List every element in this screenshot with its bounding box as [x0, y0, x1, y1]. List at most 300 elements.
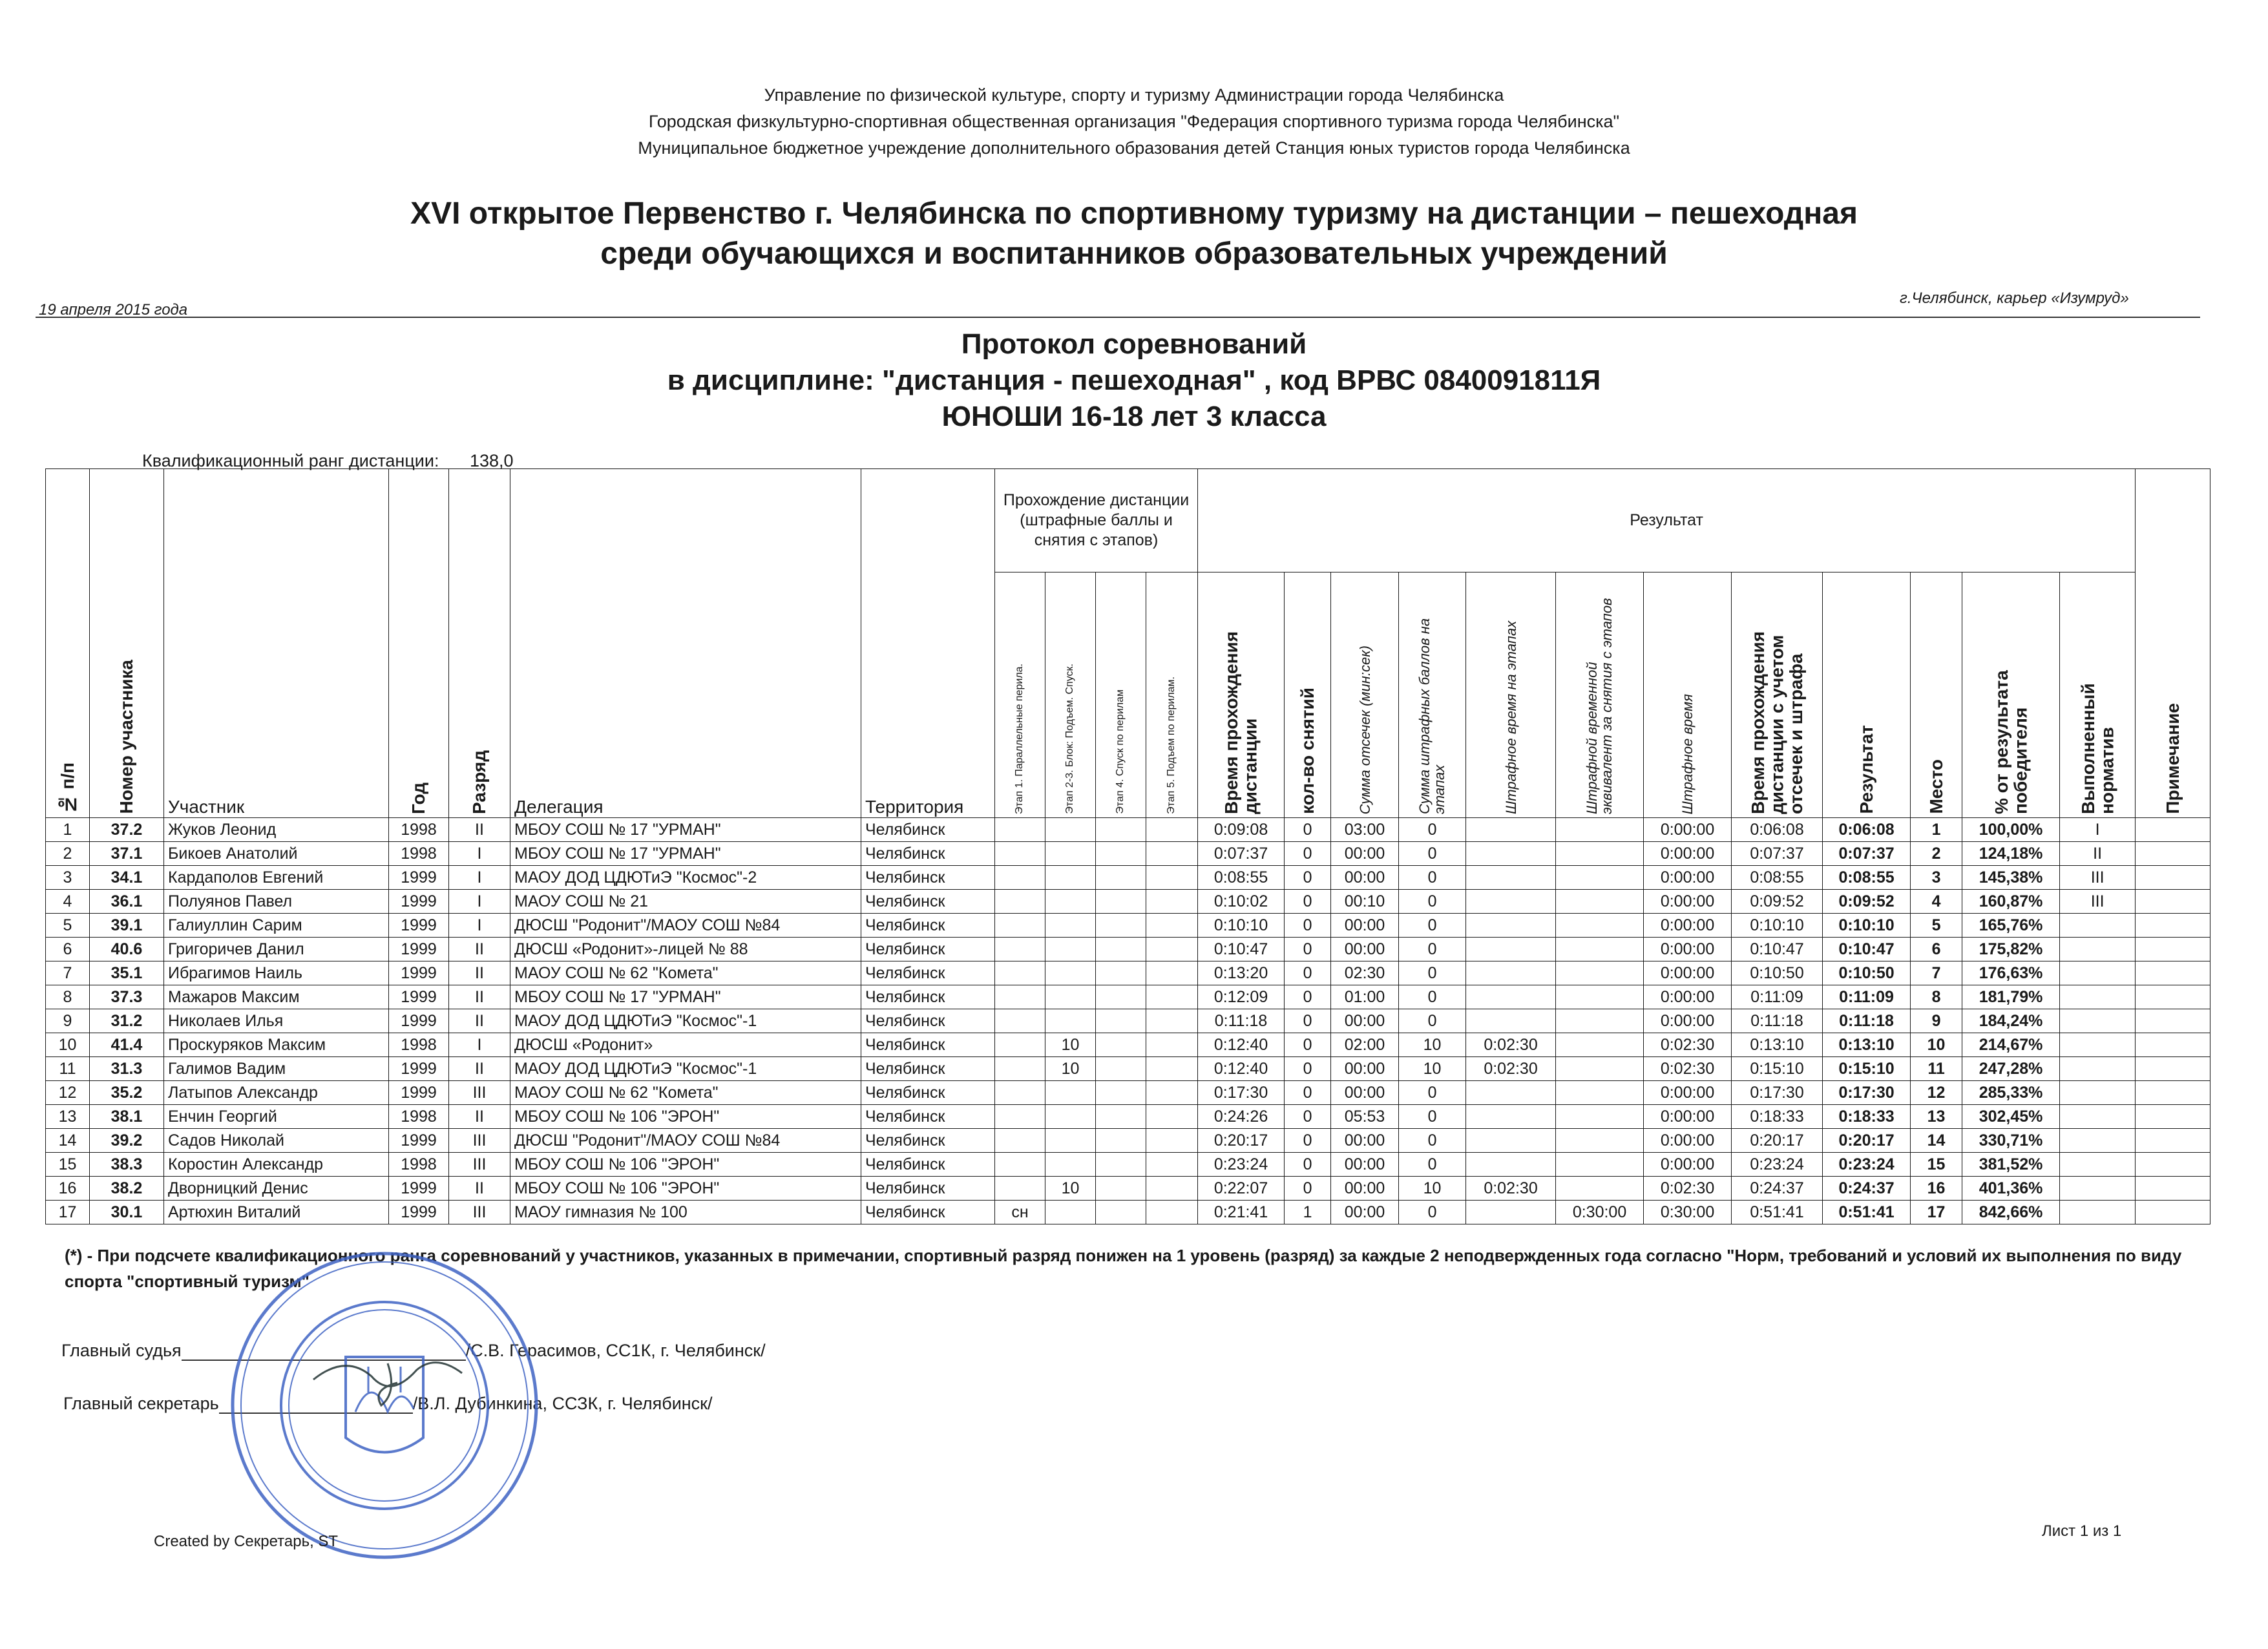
cell-res: 0:24:37	[1823, 1177, 1911, 1201]
cell-norm: III	[2060, 866, 2136, 890]
cell-tadj: 0:51:41	[1732, 1201, 1823, 1224]
cell-year: 1999	[389, 1009, 449, 1033]
cell-year: 1998	[389, 1033, 449, 1057]
cell-s5	[1146, 818, 1198, 842]
cell-cut: 03:00	[1331, 818, 1399, 842]
cell-rem: 0	[1285, 866, 1331, 890]
cell-pts: 0:02:30	[1466, 1033, 1556, 1057]
cell-place: 14	[1911, 1129, 1962, 1153]
cell-s5	[1146, 914, 1198, 938]
col-penalty-time: Штрафное время	[1644, 572, 1732, 818]
cell-tadj: 0:24:37	[1732, 1177, 1823, 1201]
cell-res: 0:13:10	[1823, 1033, 1911, 1057]
cell-tadj: 0:17:30	[1732, 1081, 1823, 1105]
cell-cut: 00:00	[1331, 1201, 1399, 1224]
cell-s1	[995, 985, 1045, 1009]
cell-cut: 00:00	[1331, 1153, 1399, 1177]
cell-norm	[2060, 1153, 2136, 1177]
cell-pen: 10	[1399, 1177, 1466, 1201]
cell-res: 0:10:47	[1823, 938, 1911, 961]
cell-year: 1999	[389, 1177, 449, 1201]
col-name: Участник	[164, 469, 389, 818]
cell-pts	[1466, 1201, 1556, 1224]
cell-ptime: 0:02:30	[1644, 1033, 1732, 1057]
cell-bib: 31.3	[90, 1057, 164, 1081]
cell-pct: 285,33%	[1962, 1081, 2060, 1105]
cell-n: 2	[46, 842, 90, 866]
cell-bib: 38.1	[90, 1105, 164, 1129]
cell-year: 1999	[389, 890, 449, 914]
cell-grade: I	[449, 1033, 510, 1057]
cell-peq	[1556, 1033, 1644, 1057]
cell-rem: 0	[1285, 1057, 1331, 1081]
cell-s1	[995, 818, 1045, 842]
event-date: 19 апреля 2015 года	[39, 301, 188, 319]
cell-norm	[2060, 961, 2136, 985]
cell-peq	[1556, 938, 1644, 961]
cell-terr: Челябинск	[861, 1009, 995, 1033]
cell-tadj: 0:11:18	[1732, 1009, 1823, 1033]
cell-grade: I	[449, 866, 510, 890]
cell-res: 0:51:41	[1823, 1201, 1911, 1224]
cell-s23	[1045, 1201, 1096, 1224]
cell-tadj: 0:18:33	[1732, 1105, 1823, 1129]
cell-ptime: 0:00:00	[1644, 842, 1732, 866]
cell-time: 0:10:02	[1198, 890, 1285, 914]
cell-s4	[1096, 818, 1146, 842]
cell-s5	[1146, 1129, 1198, 1153]
cell-grade: II	[449, 1009, 510, 1033]
cell-tadj: 0:09:52	[1732, 890, 1823, 914]
cell-cut: 00:00	[1331, 1177, 1399, 1201]
cell-res: 0:06:08	[1823, 818, 1911, 842]
cell-s4	[1096, 866, 1146, 890]
cell-grade: III	[449, 1201, 510, 1224]
cell-res: 0:17:30	[1823, 1081, 1911, 1105]
cell-n: 12	[46, 1081, 90, 1105]
cell-year: 1998	[389, 1153, 449, 1177]
protocol-discipline: в дисциплине: "дистанция - пешеходная" , код ВРВС 0840091811Я	[667, 364, 1601, 396]
cell-place: 17	[1911, 1201, 1962, 1224]
cell-ptime: 0:00:00	[1644, 866, 1732, 890]
cell-note	[2136, 1201, 2210, 1224]
cell-norm	[2060, 1201, 2136, 1224]
cell-time: 0:23:24	[1198, 1153, 1285, 1177]
col-stage23: Этап 2-3. Блок: Подъем. Спуск.	[1045, 572, 1096, 818]
cell-place: 6	[1911, 938, 1962, 961]
cell-s1	[995, 961, 1045, 985]
cell-tadj: 0:20:17	[1732, 1129, 1823, 1153]
cell-note	[2136, 1081, 2210, 1105]
cell-s5	[1146, 1081, 1198, 1105]
cell-norm	[2060, 1129, 2136, 1153]
cell-del: МАОУ СОШ № 62 "Комета"	[510, 1081, 861, 1105]
cell-pts	[1466, 985, 1556, 1009]
cell-peq: 0:30:00	[1556, 1201, 1644, 1224]
cell-s4	[1096, 985, 1146, 1009]
cell-norm	[2060, 985, 2136, 1009]
cell-time: 0:07:37	[1198, 842, 1285, 866]
cell-rem: 0	[1285, 1177, 1331, 1201]
cell-n: 6	[46, 938, 90, 961]
cell-tadj: 0:10:50	[1732, 961, 1823, 985]
cell-norm	[2060, 1033, 2136, 1057]
cell-terr: Челябинск	[861, 914, 995, 938]
cell-del: МАОУ СОШ № 62 "Комета"	[510, 961, 861, 985]
cell-bib: 35.1	[90, 961, 164, 985]
cell-cut: 00:00	[1331, 1129, 1399, 1153]
cell-peq	[1556, 866, 1644, 890]
cell-bib: 35.2	[90, 1081, 164, 1105]
cell-peq	[1556, 985, 1644, 1009]
cell-bib: 37.2	[90, 818, 164, 842]
cell-grade: I	[449, 914, 510, 938]
cell-pen: 0	[1399, 866, 1466, 890]
col-time: Время прохождения дистанции	[1198, 572, 1285, 818]
cell-pts: 0:02:30	[1466, 1057, 1556, 1081]
cell-grade: II	[449, 961, 510, 985]
cell-peq	[1556, 914, 1644, 938]
cell-s5	[1146, 1009, 1198, 1033]
cell-s23: 10	[1045, 1057, 1096, 1081]
cell-pen: 0	[1399, 961, 1466, 985]
cell-note	[2136, 866, 2210, 890]
cell-bib: 40.6	[90, 938, 164, 961]
official-stamp-icon	[223, 1244, 546, 1567]
cell-name: Галимов Вадим	[164, 1057, 389, 1081]
col-stage1: Этап 1. Параллельные перила.	[995, 572, 1045, 818]
cell-del: ДЮСШ «Родонит»-лицей № 88	[510, 938, 861, 961]
cell-rem: 0	[1285, 985, 1331, 1009]
cell-name: Артюхин Виталий	[164, 1201, 389, 1224]
event-title-line-1: XVI открытое Первенство г. Челябинска по спортивному туризму на дистанции – пешеходная	[410, 196, 1858, 231]
cell-pct: 184,24%	[1962, 1009, 2060, 1033]
event-place: г.Челябинск, карьер «Изумруд»	[1900, 289, 2129, 307]
cell-ptime: 0:00:00	[1644, 1129, 1732, 1153]
cell-s5	[1146, 961, 1198, 985]
cell-pen: 0	[1399, 1105, 1466, 1129]
cell-n: 11	[46, 1057, 90, 1081]
cell-ptime: 0:00:00	[1644, 890, 1732, 914]
cell-tadj: 0:06:08	[1732, 818, 1823, 842]
cell-place: 12	[1911, 1081, 1962, 1105]
cell-pts	[1466, 1105, 1556, 1129]
cell-bib: 39.2	[90, 1129, 164, 1153]
cell-s1	[995, 1153, 1045, 1177]
cell-grade: III	[449, 1081, 510, 1105]
cell-pct: 165,76%	[1962, 914, 2060, 938]
cell-n: 14	[46, 1129, 90, 1153]
cell-tadj: 0:23:24	[1732, 1153, 1823, 1177]
footnote: (*) - При подсчете квалификационного ранга соревнований у участников, указанных в примечании, спортивный разряд понижен на 1 уровень (разряд) за каждые 2 неподвержденных года согласно "Норм, требований и условий их выполнения по виду спорта "спортивный туризм"	[65, 1246, 2182, 1291]
cell-pct: 247,28%	[1962, 1057, 2060, 1081]
cell-year: 1999	[389, 866, 449, 890]
cell-ptime: 0:00:00	[1644, 938, 1732, 961]
cell-tadj: 0:10:47	[1732, 938, 1823, 961]
cell-cut: 02:30	[1331, 961, 1399, 985]
cell-peq	[1556, 842, 1644, 866]
cell-rem: 0	[1285, 1105, 1331, 1129]
cell-s1	[995, 1129, 1045, 1153]
cell-s1	[995, 1105, 1045, 1129]
col-pct: % от результата победителя	[1962, 572, 2060, 818]
cell-del: МАОУ ДОД ЦДЮТиЭ "Космос"-2	[510, 866, 861, 890]
cell-year: 1999	[389, 961, 449, 985]
col-time-adjusted: Время прохождения дистанции с учетом отсечек и штрафа	[1732, 572, 1823, 818]
cell-rem: 0	[1285, 1153, 1331, 1177]
cell-s4	[1096, 1033, 1146, 1057]
cell-n: 5	[46, 914, 90, 938]
cell-pen: 0	[1399, 818, 1466, 842]
cell-year: 1999	[389, 1081, 449, 1105]
cell-peq	[1556, 818, 1644, 842]
cell-note	[2136, 1129, 2210, 1153]
cell-ptime: 0:00:00	[1644, 985, 1732, 1009]
cell-place: 7	[1911, 961, 1962, 985]
cell-pct: 842,66%	[1962, 1201, 2060, 1224]
cell-place: 2	[1911, 842, 1962, 866]
cell-norm	[2060, 1177, 2136, 1201]
cell-rem: 0	[1285, 961, 1331, 985]
cell-res: 0:20:17	[1823, 1129, 1911, 1153]
cell-s1	[995, 1177, 1045, 1201]
cell-norm	[2060, 1105, 2136, 1129]
cell-rem: 1	[1285, 1201, 1331, 1224]
secretary-name: /В.Л. Дубинкина, ССЗК, г. Челябинск/	[412, 1394, 713, 1413]
cell-rem: 0	[1285, 842, 1331, 866]
col-num: № п/п	[46, 469, 90, 818]
cell-place: 5	[1911, 914, 1962, 938]
cell-terr: Челябинск	[861, 961, 995, 985]
org-line-2: Городская физкультурно-спортивная общественная организация "Федерация спортивного туризма города Челябинска"	[648, 112, 1620, 131]
cell-note	[2136, 985, 2210, 1009]
cell-pen: 0	[1399, 1129, 1466, 1153]
cell-pct: 176,63%	[1962, 961, 2060, 985]
cell-cut: 00:00	[1331, 938, 1399, 961]
cell-rem: 0	[1285, 1081, 1331, 1105]
col-delegation: Делегация	[510, 469, 861, 818]
cell-pct: 100,00%	[1962, 818, 2060, 842]
cell-del: МБОУ СОШ № 106 "ЭРОН"	[510, 1153, 861, 1177]
cell-pct: 145,38%	[1962, 866, 2060, 890]
cell-s1	[995, 1033, 1045, 1057]
cell-terr: Челябинск	[861, 1081, 995, 1105]
cell-res: 0:10:10	[1823, 914, 1911, 938]
cell-cut: 00:00	[1331, 1057, 1399, 1081]
cell-rem: 0	[1285, 1033, 1331, 1057]
cell-name: Полуянов Павел	[164, 890, 389, 914]
cell-pen: 0	[1399, 1081, 1466, 1105]
cell-s1: сн	[995, 1201, 1045, 1224]
cell-s23: 10	[1045, 1033, 1096, 1057]
cell-terr: Челябинск	[861, 1129, 995, 1153]
cell-cut: 00:10	[1331, 890, 1399, 914]
cell-pts	[1466, 818, 1556, 842]
table-row	[46, 890, 2210, 914]
table-row	[46, 1057, 2210, 1081]
cell-del: МАОУ гимназия № 100	[510, 1201, 861, 1224]
cell-bib: 37.1	[90, 842, 164, 866]
cell-s5	[1146, 1057, 1198, 1081]
table-row	[46, 1009, 2210, 1033]
cell-terr: Челябинск	[861, 938, 995, 961]
col-bib: Номер участника	[90, 469, 164, 818]
cell-terr: Челябинск	[861, 1177, 995, 1201]
cell-place: 15	[1911, 1153, 1962, 1177]
cell-s23	[1045, 1009, 1096, 1033]
cell-pct: 401,36%	[1962, 1177, 2060, 1201]
col-norm: Выполненный норматив	[2060, 572, 2136, 818]
cell-pts	[1466, 961, 1556, 985]
cell-ptime: 0:00:00	[1644, 1105, 1732, 1129]
col-grade: Разряд	[449, 469, 510, 818]
org-line-3: Муниципальное бюджетное учреждение дополнительного образования детей Станция юных туристов города Челябинска	[638, 138, 1630, 158]
cell-del: МАОУ СОШ № 21	[510, 890, 861, 914]
cell-pen: 0	[1399, 938, 1466, 961]
cell-cut: 00:00	[1331, 914, 1399, 938]
cell-terr: Челябинск	[861, 985, 995, 1009]
cell-time: 0:11:18	[1198, 1009, 1285, 1033]
cell-s5	[1146, 938, 1198, 961]
cell-peq	[1556, 1153, 1644, 1177]
cell-norm	[2060, 1057, 2136, 1081]
cell-bib: 30.1	[90, 1201, 164, 1224]
cell-name: Ибрагимов Наиль	[164, 961, 389, 985]
cell-pen: 0	[1399, 1201, 1466, 1224]
cell-s1	[995, 890, 1045, 914]
cell-ptime: 0:02:30	[1644, 1057, 1732, 1081]
cell-s5	[1146, 866, 1198, 890]
cell-place: 16	[1911, 1177, 1962, 1201]
event-title-line-2: среди обучающихся и воспитанников образовательных учреждений	[600, 236, 1668, 271]
table-row	[46, 961, 2210, 985]
cell-peq	[1556, 890, 1644, 914]
cell-year: 1999	[389, 938, 449, 961]
cell-ptime: 0:00:00	[1644, 1081, 1732, 1105]
cell-rem: 0	[1285, 1009, 1331, 1033]
protocol-title: Протокол соревнований	[961, 328, 1307, 360]
cell-s1	[995, 866, 1045, 890]
cell-res: 0:07:37	[1823, 842, 1911, 866]
cell-bib: 36.1	[90, 890, 164, 914]
cell-del: ДЮСШ «Родонит»	[510, 1033, 861, 1057]
cell-s23	[1045, 1081, 1096, 1105]
cell-name: Мажаров Максим	[164, 985, 389, 1009]
cell-norm	[2060, 1009, 2136, 1033]
cell-cut: 00:00	[1331, 1081, 1399, 1105]
cell-n: 7	[46, 961, 90, 985]
cell-note	[2136, 1177, 2210, 1201]
cell-terr: Челябинск	[861, 1201, 995, 1224]
cell-pts: 0:02:30	[1466, 1177, 1556, 1201]
cell-del: МБОУ СОШ № 106 "ЭРОН"	[510, 1105, 861, 1129]
cell-note	[2136, 914, 2210, 938]
cell-norm	[2060, 938, 2136, 961]
cell-name: Галиуллин Сарим	[164, 914, 389, 938]
cell-bib: 39.1	[90, 914, 164, 938]
cell-s1	[995, 1081, 1045, 1105]
cell-rem: 0	[1285, 938, 1331, 961]
cell-time: 0:24:26	[1198, 1105, 1285, 1129]
cell-s23	[1045, 1105, 1096, 1129]
cell-note	[2136, 818, 2210, 842]
cell-terr: Челябинск	[861, 1105, 995, 1129]
cell-grade: III	[449, 1153, 510, 1177]
table-row	[46, 1105, 2210, 1129]
cell-tadj: 0:10:10	[1732, 914, 1823, 938]
cell-place: 10	[1911, 1033, 1962, 1057]
cell-res: 0:09:52	[1823, 890, 1911, 914]
cell-peq	[1556, 1177, 1644, 1201]
cell-rem: 0	[1285, 890, 1331, 914]
cell-name: Дворницкий Денис	[164, 1177, 389, 1201]
cell-s23	[1045, 842, 1096, 866]
cell-peq	[1556, 1009, 1644, 1033]
cell-norm: I	[2060, 818, 2136, 842]
cell-rem: 0	[1285, 818, 1331, 842]
table-row	[46, 866, 2210, 890]
group-passage: Прохождение дистанции (штрафные баллы и снятия с этапов)	[995, 469, 1198, 572]
cell-res: 0:23:24	[1823, 1153, 1911, 1177]
cell-time: 0:12:40	[1198, 1057, 1285, 1081]
cell-name: Николаев Илья	[164, 1009, 389, 1033]
col-stage4: Этап 4. Спуск по перилам	[1096, 572, 1146, 818]
cell-time: 0:09:08	[1198, 818, 1285, 842]
cell-res: 0:08:55	[1823, 866, 1911, 890]
cell-del: МБОУ СОШ № 17 "УРМАН"	[510, 818, 861, 842]
cell-terr: Челябинск	[861, 866, 995, 890]
cell-s23	[1045, 1129, 1096, 1153]
cell-s4	[1096, 1129, 1146, 1153]
protocol-group: ЮНОШИ 16-18 лет 3 класса	[941, 401, 1327, 432]
org-line-1: Управление по физической культуре, спорту и туризму Администрации города Челябинска	[764, 85, 1504, 105]
cell-cut: 00:00	[1331, 842, 1399, 866]
results-table	[45, 468, 2210, 1224]
cell-s5	[1146, 890, 1198, 914]
col-year: Год	[389, 469, 449, 818]
cell-pts	[1466, 866, 1556, 890]
cell-res: 0:18:33	[1823, 1105, 1911, 1129]
cell-name: Енчин Георгий	[164, 1105, 389, 1129]
table-row	[46, 938, 2210, 961]
cell-s23	[1045, 961, 1096, 985]
cell-year: 1998	[389, 1105, 449, 1129]
cell-grade: II	[449, 1177, 510, 1201]
col-cutoff-sum: Сумма отсечек (мин:сек)	[1331, 572, 1399, 818]
cell-n: 16	[46, 1177, 90, 1201]
col-territory: Территория	[861, 469, 995, 818]
cell-peq	[1556, 1105, 1644, 1129]
col-place: Место	[1911, 572, 1962, 818]
cell-norm	[2060, 914, 2136, 938]
cell-grade: III	[449, 1129, 510, 1153]
cell-n: 8	[46, 985, 90, 1009]
cell-cut: 05:53	[1331, 1105, 1399, 1129]
cell-res: 0:10:50	[1823, 961, 1911, 985]
cell-s5	[1146, 842, 1198, 866]
cell-pts	[1466, 1081, 1556, 1105]
created-by: Created by Секретарь, ST	[154, 1533, 339, 1550]
cell-pct: 214,67%	[1962, 1033, 2060, 1057]
cell-pct: 302,45%	[1962, 1105, 2060, 1129]
cell-n: 10	[46, 1033, 90, 1057]
cell-norm: II	[2060, 842, 2136, 866]
cell-ptime: 0:00:00	[1644, 914, 1732, 938]
cell-terr: Челябинск	[861, 842, 995, 866]
cell-terr: Челябинск	[861, 1057, 995, 1081]
cell-ptime: 0:30:00	[1644, 1201, 1732, 1224]
cell-terr: Челябинск	[861, 890, 995, 914]
